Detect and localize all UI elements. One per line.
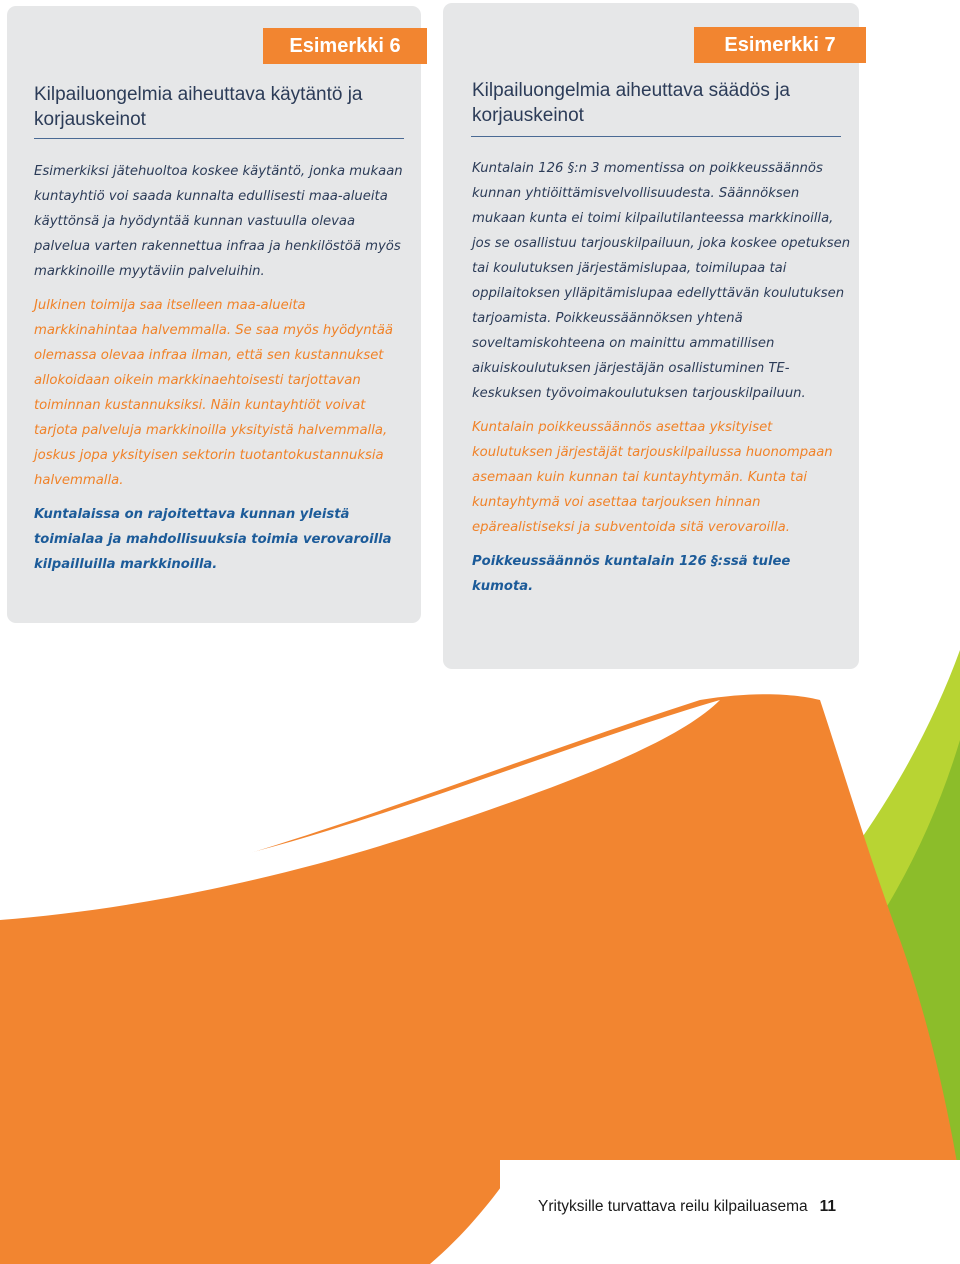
page-footer — [538, 1198, 836, 1216]
example-6-tag: Esimerkki 6 — [263, 28, 427, 64]
example-7-title: Kilpailuongelmia aiheuttava säädös ja korjauskeinot — [472, 80, 790, 126]
example-6-title: Kilpailuongelmia aiheuttava käytäntö ja korjauskeinot — [34, 84, 363, 130]
example-7-panel — [443, 3, 859, 669]
footer-title: Yrityksille turvattava reilu kilpailuasema — [538, 1198, 808, 1215]
example-6-body — [34, 159, 412, 586]
example-6-paragraph-3: Kuntalaissa on rajoitettava kunnan yleistä toimialaa ja mahdollisuuksia toimia verovaroilla kilpailluilla markkinoilla. — [34, 507, 392, 572]
example-7-paragraph-2: Kuntalain poikkeussäännös asettaa yksityiset koulutuksen järjestäjät tarjouskilpailussa huonompaan asemaan kuin kunnan tai kuntayhtymän. Kunta tai kuntayhtymä voi asettaa tarjouksen hinnan epärealistiseksi ja subventoida sitä verovaroilla. — [472, 420, 833, 535]
example-7-paragraph-1: Kuntalain 126 §:n 3 momentissa on poikkeussäännös kunnan yhtiöittämisvelvollisuudesta. Säännöksen mukaan kunta ei toimi kilpailutilanteessa markkinoilla, jos se osallistuu tarjouskilpailuun, joka koskee opetuksen tai koulutuksen järjestämislupaa, toimilupaa tai oppilaitoksen ylläpitämislupaa edellyttävän koulutuksen tarjoamista. Poikkeussäännöksen yhtenä soveltamiskohteena on mainittu ammatillisen aikuiskoulutuksen järjestäjän osallistuminen TE-keskuksen työvoimakoulutuksen tarjouskilpailuun. — [472, 161, 851, 401]
example-7-tag: Esimerkki 7 — [694, 27, 866, 63]
page-number: 11 — [819, 1198, 837, 1215]
example-7-divider — [471, 136, 841, 137]
example-6-paragraph-2: Julkinen toimija saa itselleen maa-alueita markkinahintaa halvemmalla. Se saa myös hyödyntää olemassa olevaa infraa ilman, että sen kustannukset allokoidaan oikein markkinaehtoisesti tarjottavan toiminnan kustannuksiksi. Näin kuntayhtiöt voivat tarjota palveluja markkinoilla yksityistä halvemmalla, joskus jopa yksityisen sektorin tuotantokustannuksia halvemmalla. — [34, 298, 393, 488]
example-6-panel — [7, 6, 421, 623]
example-7-paragraph-3: Poikkeussäännös kuntalain 126 §:ssä tulee kumota. — [472, 554, 791, 594]
example-6-paragraph-1: Esimerkiksi jätehuoltoa koskee käytäntö, jonka mukaan kuntayhtiö voi saada kunnalta edullisesti maa-alueita käyttönsä ja hyödyntää kunnan vastuulla olevaa palvelua varten rakennettua infraa ja henkilöstöä myös markkinoille myytäviin palveluihin. — [34, 164, 403, 279]
example-7-body — [472, 156, 852, 608]
example-6-divider — [34, 138, 404, 139]
